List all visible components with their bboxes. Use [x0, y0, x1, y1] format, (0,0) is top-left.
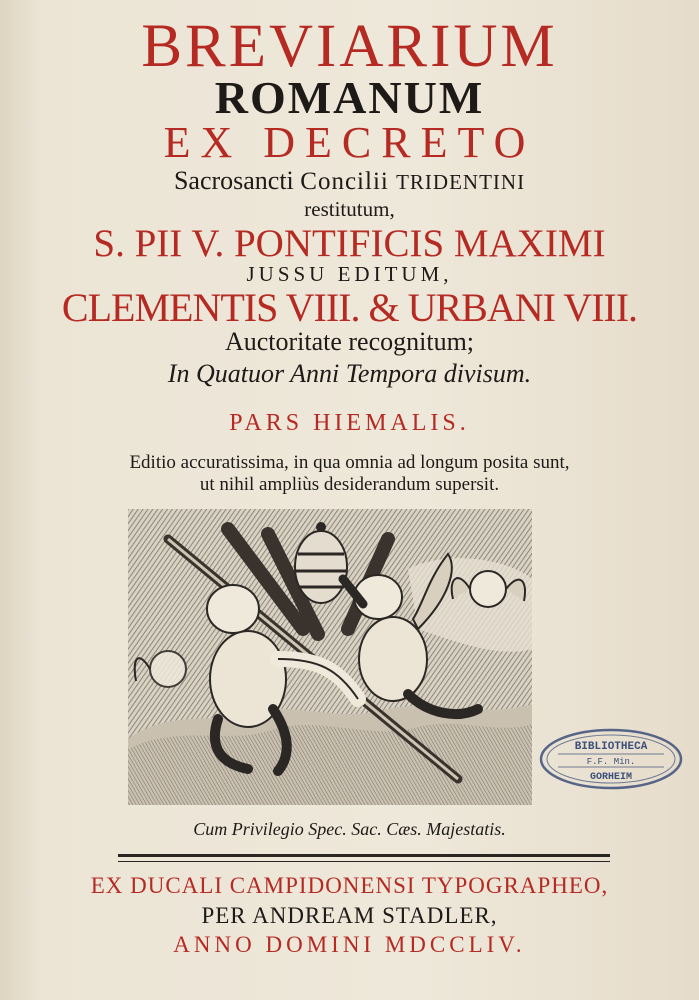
- part-name: PARS HIEMALIS.: [229, 410, 470, 436]
- privilege-line: Cum Privilegio Spec. Sac. Cæs. Majestatis.: [193, 819, 506, 839]
- divider-rule-thin: [118, 861, 610, 862]
- title-romanum: ROMANUM: [214, 72, 485, 123]
- edition-note-line1: Editio accuratissima, in qua omnia ad longum posita sunt,: [129, 452, 570, 473]
- stamp-line1: BIBLIOTHECA: [574, 741, 648, 753]
- title-tempora: In Quatuor Anni Tempora divisum.: [167, 359, 532, 388]
- title-council-line: [0, 166, 699, 196]
- title-restitutum: restitutum,: [304, 197, 395, 221]
- title-pius-v: S. PII V. PONTIFICIS MAXIMI: [93, 222, 606, 265]
- title-jussu-editum: JUSSU EDITUM,: [246, 262, 453, 286]
- concilii-text: Concilii: [300, 168, 397, 195]
- edition-note-line2: ut nihil ampliùs desiderandum supersit.: [199, 474, 500, 495]
- divider-rule-thick: [118, 854, 610, 857]
- imprint-line2: PER ANDREAM STADLER,: [201, 903, 498, 928]
- engraving-illustration: [128, 509, 532, 805]
- title-ex-decreto: EX DECRETO: [163, 118, 536, 167]
- imprint-line1: EX DUCALI CAMPIDONENSI TYPOGRAPHEO,: [90, 873, 609, 898]
- title-breviarium: BREVIARIUM: [141, 13, 558, 80]
- tridentini-text: TRIDENTINI: [396, 170, 526, 194]
- sacrosancti-text: Sacrosancti: [173, 166, 301, 195]
- imprint-line3: ANNO DOMINI MDCCLIV.: [173, 932, 526, 957]
- stamp-line2: F.F. Min.: [586, 757, 636, 767]
- library-stamp: [538, 727, 684, 791]
- title-auctoritate: Auctoritate recognitum;: [224, 327, 475, 356]
- title-clement-urban: CLEMENTIS VIII. & URBANI VIII.: [61, 285, 638, 330]
- stamp-line3: GORHEIM: [589, 772, 633, 783]
